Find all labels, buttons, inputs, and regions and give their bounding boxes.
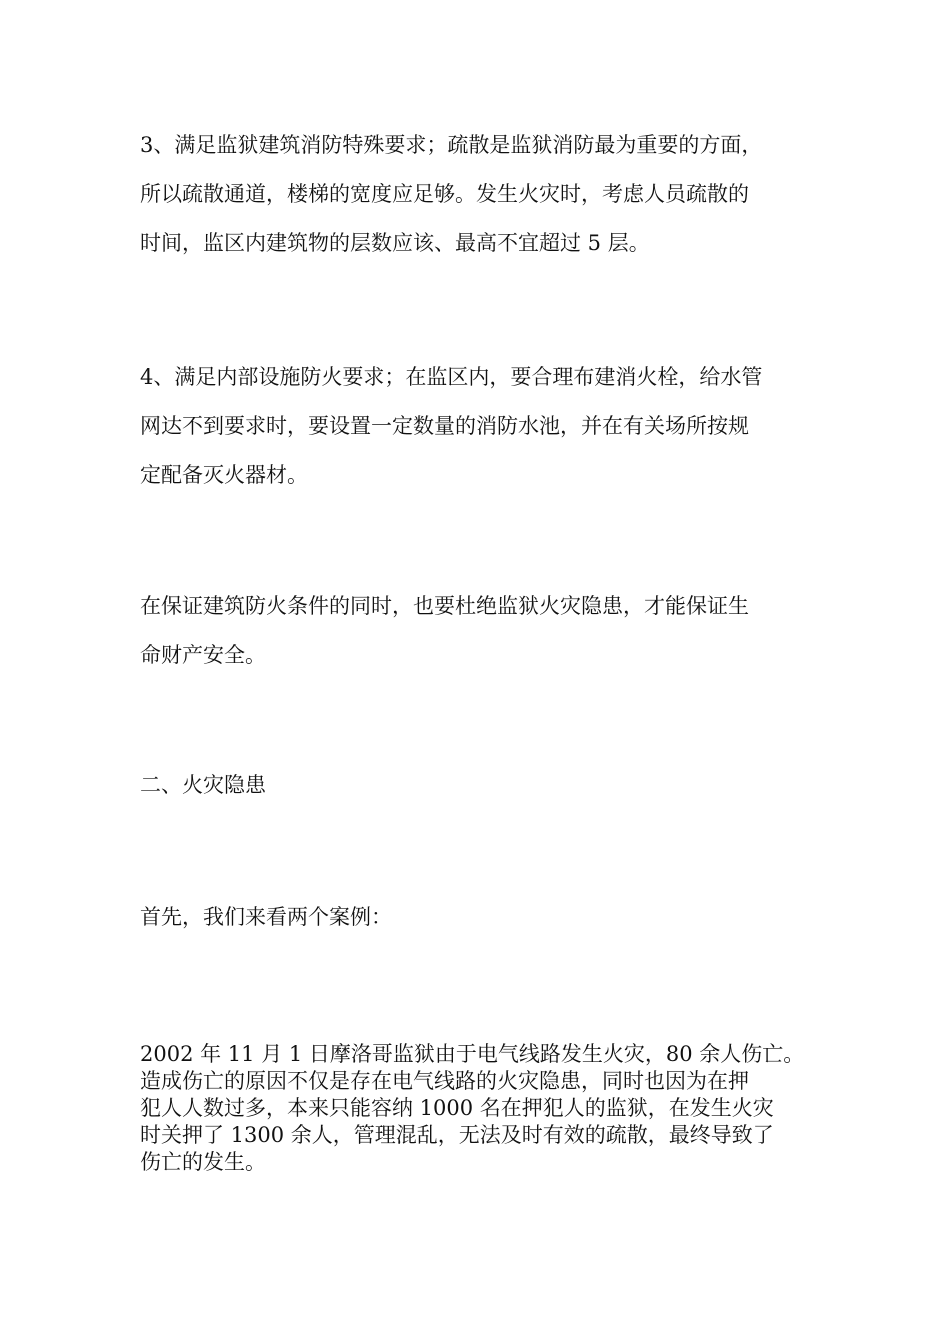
text-line: 命财产安全。 [140,643,266,667]
paragraph-fire-prevention-summary [140,582,820,680]
paragraph-evacuation-requirement [140,121,820,268]
text-line: 网达不到要求时，要设置一定数量的消防水池，并在有关场所按规 [140,414,749,438]
text-line: 定配备灭火器材。 [140,463,308,487]
text-line: 在保证建筑防火条件的同时，也要杜绝监狱火灾隐患，才能保证生 [140,594,749,618]
text-line: 伤亡的发生。 [140,1150,266,1174]
text-line: 时关押了 1300 余人，管理混乱，无法及时有效的疏散，最终导致了 [140,1123,774,1147]
text-line: 首先，我们来看两个案例： [140,905,392,929]
heading-text: 二、火灾隐患 [140,773,266,797]
text-line: 造成伤亡的原因不仅是存在电气线路的火灾隐患，同时也因为在押 [140,1069,749,1093]
text-line: 犯人人数过多，本来只能容纳 1000 名在押犯人的监狱，在发生火灾 [140,1096,774,1120]
paragraph-case-intro [140,893,820,942]
text-line: 所以疏散通道，楼梯的宽度应足够。发生火灾时，考虑人员疏散的 [140,182,749,206]
section-heading-fire-hazards [140,761,820,810]
text-line: 4、满足内部设施防火要求；在监区内，要合理布建消火栓，给水管 [140,365,763,389]
text-line: 时间，监区内建筑物的层数应该、最高不宜超过 5 层。 [140,231,650,255]
paragraph-internal-facilities [140,353,820,500]
text-line: 3、满足监狱建筑消防特殊要求；疏散是监狱消防最为重要的方面， [140,133,763,157]
paragraph-morocco-case [140,1041,820,1176]
text-line: 2002 年 11 月 1 日摩洛哥监狱由于电气线路发生火灾，80 余人伤亡。 [140,1042,805,1066]
